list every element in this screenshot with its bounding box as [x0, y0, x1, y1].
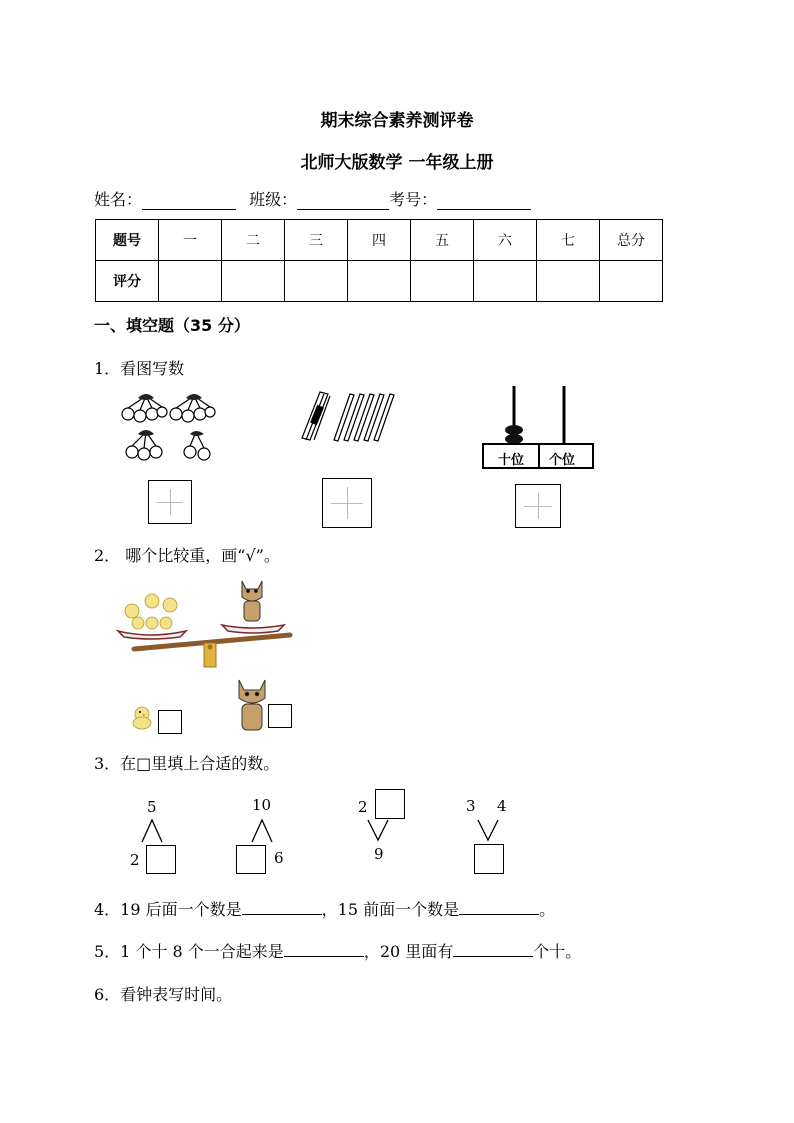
question-5-text-2: ，20 里面有	[363, 942, 454, 961]
answer-box[interactable]	[146, 845, 176, 874]
sticks-illustration	[298, 388, 398, 448]
merge-lines	[366, 818, 390, 842]
answer-box-sticks[interactable]	[322, 478, 372, 528]
student-info-line	[94, 187, 539, 210]
question-2: 2． 哪个比较重，画“√”。	[94, 546, 280, 565]
answer-blank[interactable]	[459, 900, 539, 915]
answer-blank[interactable]	[453, 942, 533, 957]
merge-bottom-number: 9	[374, 845, 384, 863]
question-5-text-3: 个十。	[533, 942, 582, 961]
question-4-text-3: 。	[539, 900, 556, 919]
score-table-score-row	[96, 261, 663, 302]
score-cell[interactable]	[222, 261, 285, 302]
page-title: 期末综合素养测评卷	[320, 111, 474, 131]
row-label-score: 评分	[96, 261, 159, 302]
answer-box-cherries[interactable]	[148, 480, 192, 524]
score-cell[interactable]	[537, 261, 600, 302]
score-table	[95, 219, 663, 302]
cherries-illustration	[118, 392, 218, 464]
split-top-number: 5	[147, 798, 157, 816]
column-header: 七	[537, 220, 600, 261]
score-cell[interactable]	[600, 261, 663, 302]
abacus-ones-label: 个位	[549, 453, 576, 468]
score-cell[interactable]	[348, 261, 411, 302]
column-header: 二	[222, 220, 285, 261]
answer-box-abacus[interactable]	[515, 484, 561, 528]
score-cell[interactable]	[285, 261, 348, 302]
exam-number-field[interactable]	[437, 195, 531, 210]
class-field[interactable]	[297, 195, 389, 210]
question-1: 1．看图写数	[94, 359, 185, 378]
question-4	[94, 897, 555, 920]
question-5-text-1: 5．1 个十 8 个一合起来是	[94, 942, 284, 961]
merge-left-number: 2	[358, 798, 368, 816]
column-header: 三	[285, 220, 348, 261]
question-3: 3．在□里填上合适的数。	[94, 754, 280, 773]
name-label: 姓名：	[94, 190, 143, 209]
question-4-text-2: ，15 前面一个数是	[321, 900, 460, 919]
answer-box[interactable]	[474, 844, 504, 874]
split-top-number: 10	[252, 796, 272, 814]
answer-box[interactable]	[236, 845, 266, 874]
row-label-question-number: 题号	[96, 220, 159, 261]
split-lines	[250, 818, 274, 844]
column-header: 五	[411, 220, 474, 261]
class-label: 班级：	[249, 190, 298, 209]
answer-box[interactable]	[375, 789, 405, 819]
merge-right-number: 4	[497, 797, 507, 815]
merge-left-number: 3	[466, 797, 476, 815]
score-cell[interactable]	[159, 261, 222, 302]
column-header: 六	[474, 220, 537, 261]
column-header: 总分	[600, 220, 663, 261]
split-lines	[140, 818, 164, 844]
chick-icon	[130, 704, 154, 730]
split-left-number: 2	[130, 851, 140, 869]
column-header: 一	[159, 220, 222, 261]
check-box-chick[interactable]	[158, 710, 182, 734]
balance-scale-illustration	[108, 575, 298, 673]
page-subtitle: 北师大版数学 一年级上册	[300, 153, 494, 173]
merge-lines	[476, 818, 500, 842]
question-6: 6．看钟表写时间。	[94, 985, 233, 1004]
score-cell[interactable]	[474, 261, 537, 302]
check-box-cat[interactable]	[268, 704, 292, 728]
exam-label: 考号：	[389, 190, 438, 209]
answer-blank[interactable]	[284, 942, 364, 957]
answer-blank[interactable]	[242, 900, 322, 915]
split-right-number: 6	[274, 849, 284, 867]
cat-icon	[235, 676, 269, 732]
name-field[interactable]	[142, 195, 236, 210]
section-title: 一、填空题（35 分）	[94, 316, 250, 335]
question-5	[94, 939, 581, 962]
score-cell[interactable]	[411, 261, 474, 302]
column-header: 四	[348, 220, 411, 261]
question-4-text-1: 4．19 后面一个数是	[94, 900, 242, 919]
score-table-header-row	[96, 220, 663, 261]
abacus-tens-label: 十位	[498, 453, 525, 468]
